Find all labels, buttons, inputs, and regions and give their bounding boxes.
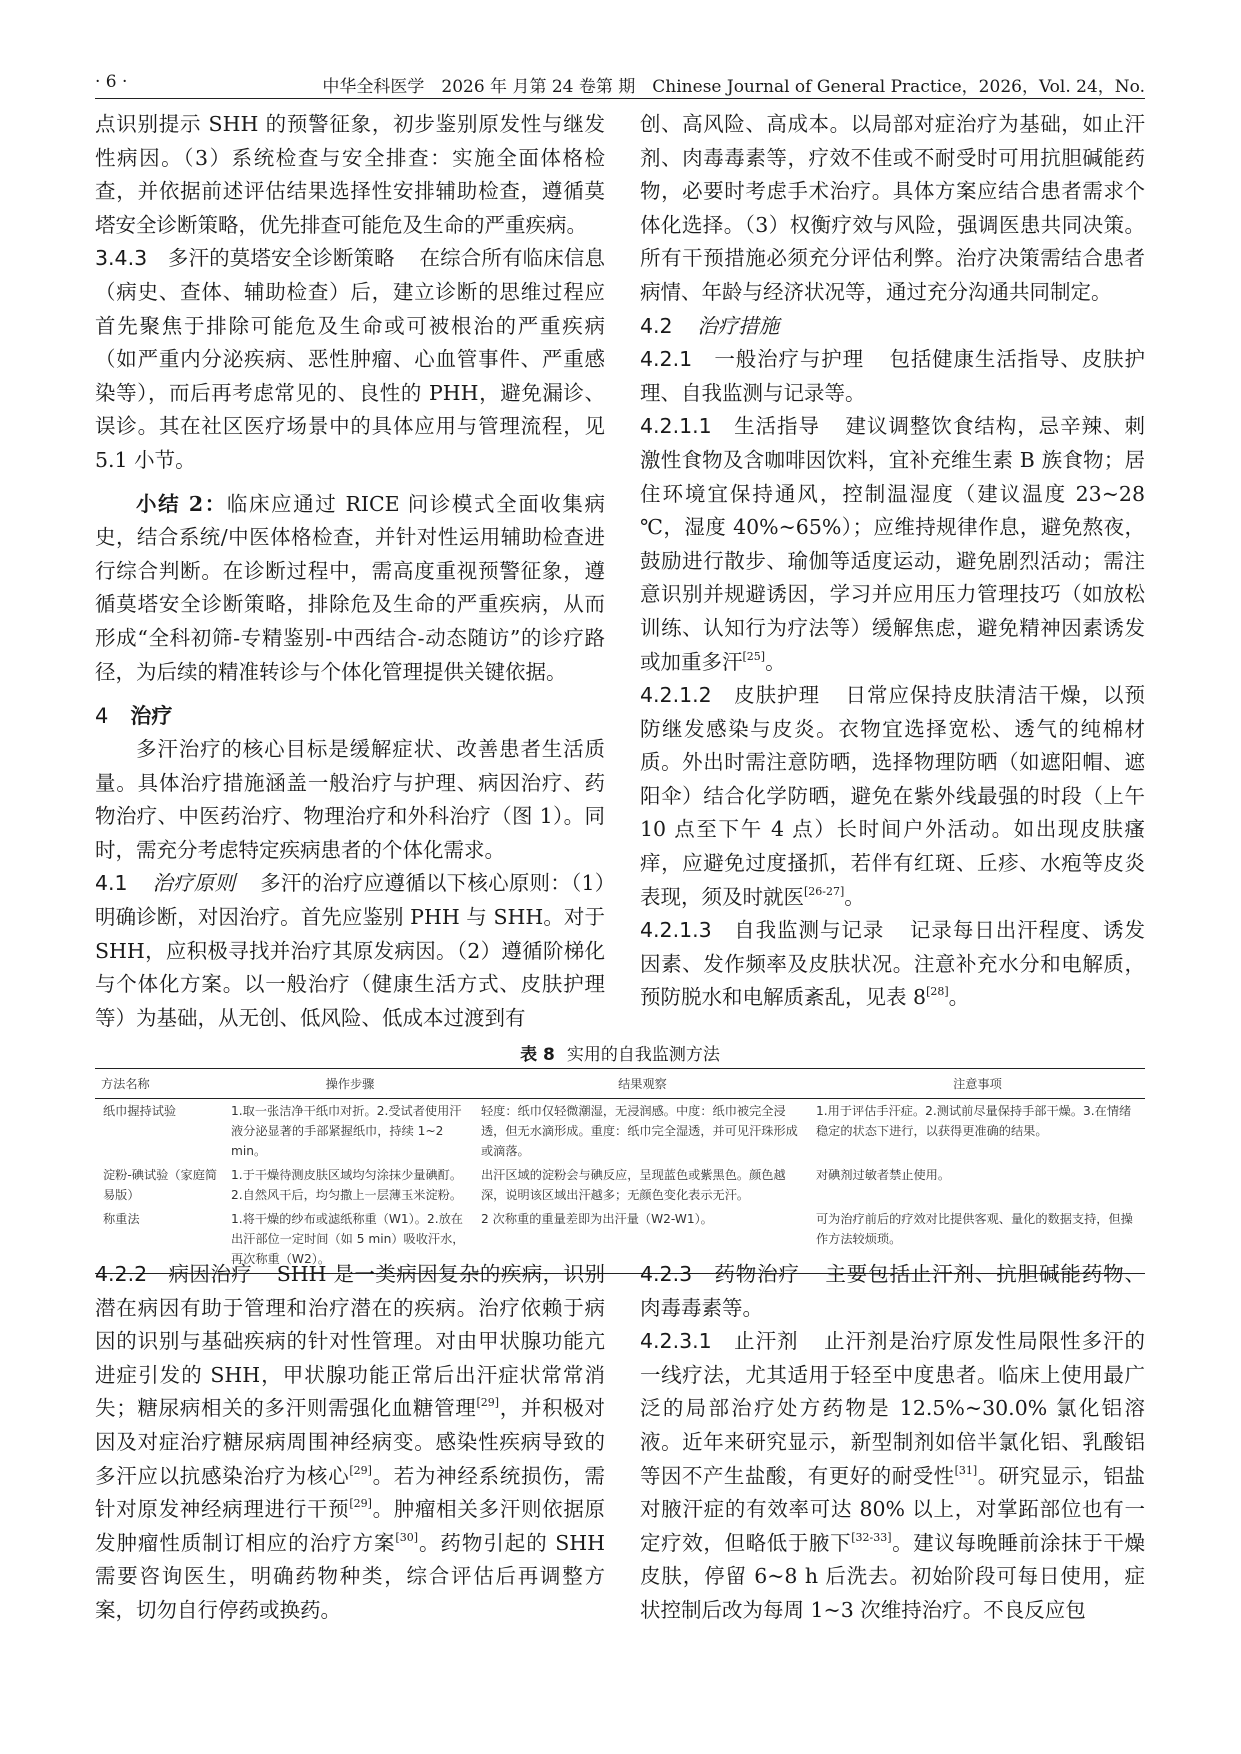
table-header-cell: 结果观察 bbox=[475, 1069, 810, 1099]
summary-2 bbox=[95, 488, 605, 690]
section-4-2-2 bbox=[95, 1258, 605, 1628]
table-row bbox=[95, 1163, 1145, 1207]
section-4-2-1-text: 包括健康生活指导、皮肤护理、自我监测与记录等。 bbox=[640, 347, 1145, 405]
section-4-2 bbox=[640, 310, 1145, 344]
section-4-2-2-text: ，并积极对因及对症治疗糖尿病周围神经病变。感染性疾病导致的多汗应以抗感染治疗为核心 bbox=[95, 1396, 606, 1488]
section-4-2-1-3-text: 记录每日出汗程度、诱发因素、发作频率及皮肤状况。注意补充水分和电解质，预防脱水和电解质紊乱，见表 8 bbox=[640, 918, 1145, 1010]
section-3-4-3-title: 3.4.3 多汗的莫塔安全诊断策略 bbox=[95, 246, 395, 271]
table-row bbox=[95, 1099, 1145, 1164]
sentence-end: 。 bbox=[844, 884, 865, 909]
section-4-2-1-2-title: 4.2.1.2 皮肤护理 bbox=[640, 683, 820, 708]
section-4-2-2-title: 4.2.2 病因治疗 bbox=[95, 1262, 253, 1286]
citation-ref: [29] bbox=[349, 1463, 372, 1477]
section-4-text: 多汗治疗的核心目标是缓解症状、改善患者生活质量。具体治疗措施涵盖一般治疗与护理、病因治疗、药物治疗、中医药治疗、物理治疗和外科治疗（图 1）。同时，需充分考虑特定疾病患者的个体化需求。 bbox=[95, 737, 605, 862]
citation-ref: [32-33] bbox=[851, 1530, 892, 1544]
citation-ref: [29] bbox=[349, 1497, 372, 1511]
table-8 bbox=[95, 1068, 1145, 1274]
citation-ref: [29] bbox=[476, 1396, 500, 1410]
section-4-2-3-1-text: 。研究显示，铝盐对腋汗症的有效率可达 80% 以上，对掌跖部位也有一定疗效，但略低于腋下 bbox=[640, 1463, 1146, 1555]
section-4-2-1-1-text: 建议调整饮食结构，忌辛辣、刺激性食物及含咖啡因饮料，宜补充维生素 B 族食物；居住环境宜保持通风，控制温湿度（建议温度 23~28 ℃，湿度 40%~65%）；应维持规律作息，避免熬夜，鼓励进行散步、瑜伽等适度运动，避免剧烈活动；需注意识别并规避诱因，学习并应用压力管理技巧（如放松训练、认知行为疗法等）缓解焦虑，避免精神因素诱发或加重多汗 bbox=[640, 414, 1145, 674]
citation-ref: [30] bbox=[395, 1530, 419, 1544]
section-4-1-title: 治疗原则 bbox=[152, 871, 236, 896]
summary-label: 小结 2： bbox=[136, 491, 227, 516]
section-4-2-2-text: SHH 是一类病因复杂的疾病，识别潜在病因有助于管理和治疗潜在的疾病。治疗依赖于病因的识别与基础疾病的针对性管理。对由甲状腺功能亢进症引发的 SHH，甲状腺功能正常后出汗症状常常消失；糖尿病相关的多汗则需强化血糖管理 bbox=[95, 1262, 605, 1421]
section-4-2-3-1-text: 。建议每晚睡前涂抹于干燥皮肤，停留 6~8 h 后洗去。初始阶段可每日使用，症状控制后改为每周 1~3 次维持治疗。不良反应包 bbox=[640, 1530, 1146, 1622]
table-header-cell: 方法名称 bbox=[95, 1069, 225, 1099]
table-cell: 淀粉-碘试验（家庭简易版） bbox=[103, 1168, 218, 1202]
section-4-2-number: 4.2 bbox=[640, 313, 673, 338]
section-3-4-3-text: 在综合所有临床信息（病史、查体、辅助检查）后，建立诊断的思维过程应首先聚焦于排除可能危及生命或可被根治的严重疾病（如严重内分泌疾病、恶性肿瘤、心血管事件、严重感染等），而后再考虑常见的、良性的 PHH，避免漏诊、误诊。其在社区医疗场景中的具体应用与管理流程，见 5.1 小节。 bbox=[95, 246, 605, 472]
citation-ref: [31] bbox=[954, 1463, 978, 1477]
section-4-2-2-text: 。若为神经系统损伤，需针对原发神经病理进行干预 bbox=[95, 1463, 606, 1522]
section-4-2-1-3-title: 4.2.1.3 自我监测与记录 bbox=[640, 918, 885, 943]
table-cell: 称重法 bbox=[95, 1207, 225, 1274]
section-4-2-1-1-title: 4.2.1.1 生活指导 bbox=[640, 414, 820, 439]
section-3-4-3 bbox=[95, 242, 605, 477]
table-cell: 可为治疗前后的疗效对比提供客观、量化的数据支持，但操作方法较烦琐。 bbox=[810, 1207, 1145, 1274]
table-cell: 轻度：纸巾仅轻微潮湿，无浸润感。中度：纸巾被完全浸透，但无水滴形成。重度：纸巾完全湿透，并可见汗珠形成或滴落。 bbox=[481, 1104, 798, 1158]
running-header bbox=[95, 68, 1145, 99]
citation-ref: [28] bbox=[926, 985, 949, 999]
section-4-2-3-title: 4.2.3 药物治疗 bbox=[640, 1262, 800, 1286]
table-cell: 出汗区域的淀粉会与碘反应，呈现蓝色或紫黑色。颜色越深，说明该区域出汗越多；无颜色变化表示无汗。 bbox=[481, 1168, 786, 1202]
table-cell: 1.将干燥的纱布或滤纸称重（W1）。2.放在出汗部位一定时间（如 5 min）吸收汗水，再次称重（W2）。 bbox=[225, 1207, 475, 1274]
section-4-1-continued: 创、高风险、高成本。以局部对症治疗为基础，如止汗剂、肉毒毒素等，疗效不佳或不耐受时可用抗胆碱能药物，必要时考虑手术治疗。具体方案应结合患者需求个体化选择。（3）权衡疗效与风险，强调医患共同决策。所有干预措施必须充分评估利弊。治疗决策需结合患者病情、年龄与经济状况等，通过充分沟通共同制定。 bbox=[640, 112, 1145, 304]
table-header-row bbox=[95, 1069, 1145, 1099]
table-header-cell: 操作步骤 bbox=[225, 1069, 475, 1099]
sentence-end: 。 bbox=[765, 649, 786, 674]
section-4-2-3-text: 主要包括止汗剂、抗胆碱能药物、肉毒毒素等。 bbox=[640, 1262, 1145, 1320]
table-cell: 1.用于评估手汗症。2.测试前尽量保持手部干燥。3.在情绪稳定的状态下进行，以获得更准确的结果。 bbox=[816, 1104, 1132, 1138]
citation-ref: [25] bbox=[742, 649, 766, 663]
section-4-2-1-2-text: 日常应保持皮肤清洁干燥，以预防继发感染与皮炎。衣物宜选择宽松、透气的纯棉材质。外出时需注意防晒，选择物理防晒（如遮阳帽、遮阳伞）结合化学防晒，避免在紫外线最强的时段（上午 10 点至下午 4 点）长时间户外活动。如出现皮肤瘙痒，应避免过度搔抓，若伴有红斑、丘疹、水疱等皮炎表现，须及时就医 bbox=[640, 683, 1145, 909]
table-8-label: 表 8 bbox=[520, 1045, 555, 1065]
table-8-title: 实用的自我监测方法 bbox=[566, 1045, 720, 1065]
page-number: · 6 · bbox=[95, 72, 128, 92]
left-column-top bbox=[95, 108, 605, 1035]
section-4-1 bbox=[95, 867, 605, 1035]
section-4-2-3-1 bbox=[640, 1325, 1145, 1627]
section-4-2-1 bbox=[640, 343, 1145, 410]
sentence-end: 。 bbox=[948, 985, 970, 1010]
section-4-2-title: 治疗措施 bbox=[697, 313, 780, 338]
table-header-cell: 注意事项 bbox=[810, 1069, 1145, 1099]
section-4-2-1-2 bbox=[640, 679, 1145, 914]
journal-citation: 中华全科医学 2026 年 月第 24 卷第 期 Chinese Journal of General Practice，2026，Vol. 24，No. bbox=[322, 77, 1145, 97]
left-column-bottom bbox=[95, 1258, 605, 1628]
table-cell: 1.于干燥待测皮肤区域均匀涂抹少量碘酊。2.自然风干后，均匀撒上一层薄玉米淀粉。 bbox=[231, 1168, 463, 1202]
paragraph-continued: 点识别提示 SHH 的预警征象，初步鉴别原发性与继发性病因。（3）系统检查与安全排查：实施全面体格检查，并依据前述评估结果选择性安排辅助检查，遵循莫塔安全诊断策略，优先排查可能危及生命的严重疾病。 bbox=[95, 112, 605, 237]
right-column-bottom bbox=[640, 1258, 1145, 1628]
citation-ref: [26-27] bbox=[804, 884, 845, 898]
summary-text: 临床应通过 RICE 问诊模式全面收集病史，结合系统/中医体格检查，并针对性运用辅助检查进行综合判断。在诊断过程中，需高度重视预警征象，遵循莫塔安全诊断策略，排除危及生命的严重疾病，从而形成“全科初筛-专精鉴别-中西结合-动态随访”的诊疗路径，为后续的精准转诊与个体化管理提供关键依据。 bbox=[95, 491, 605, 684]
right-column-top bbox=[640, 108, 1145, 1015]
section-4-2-1-title: 4.2.1 一般治疗与护理 bbox=[640, 347, 864, 372]
section-4-2-2-text: 。肿瘤相关多汗则依据原发肿瘤性质制订相应的治疗方案 bbox=[95, 1497, 606, 1555]
section-4-1-number: 4.1 bbox=[95, 871, 128, 896]
section-4-title: 治疗 bbox=[130, 704, 173, 729]
section-4-2-1-1 bbox=[640, 410, 1145, 679]
table-cell: 2 次称重的重量差即为出汗量（W2-W1）。 bbox=[475, 1207, 810, 1274]
table-8-caption bbox=[95, 1040, 1145, 1065]
section-4-2-3 bbox=[640, 1258, 1145, 1325]
table-cell: 对碘剂过敏者禁止使用。 bbox=[816, 1168, 951, 1182]
section-4-heading bbox=[95, 699, 605, 733]
table-cell: 纸巾握持试验 bbox=[103, 1104, 177, 1118]
section-4-2-1-3 bbox=[640, 914, 1145, 1015]
section-4-2-2-text: 。药物引起的 SHH 需要咨询医生，明确药物种类，综合评估后再调整方案，切勿自行停药或换药。 bbox=[95, 1530, 605, 1622]
section-4-number: 4 bbox=[95, 704, 109, 729]
section-4-2-3-1-text: 止汗剂是治疗原发性局限性多汗的一线疗法，尤其适用于轻至中度患者。临床上使用最广泛的局部治疗处方药物是 12.5%~30.0% 氯化铝溶液。近年来研究显示，新型制剂如倍半氯化铝、乳酸铝等因不产生盐酸，有更好的耐受性 bbox=[640, 1329, 1145, 1488]
section-4-2-3-1-title: 4.2.3.1 止汗剂 bbox=[640, 1329, 799, 1354]
table-cell: 1.取一张洁净干纸巾对折。2.受试者使用汗液分泌显著的手部紧握纸巾，持续 1~2 min。 bbox=[231, 1104, 462, 1158]
section-4-1-text: 多汗的治疗应遵循以下核心原则：（1）明确诊断，对因治疗。首先应鉴别 PHH 与 SHH。对于 SHH，应积极寻找并治疗其原发病因。（2）遵循阶梯化与个体化方案。以一般治疗（健康生活方式、皮肤护理等）为基础，从无创、低风险、低成本过渡到有 bbox=[95, 871, 605, 1030]
